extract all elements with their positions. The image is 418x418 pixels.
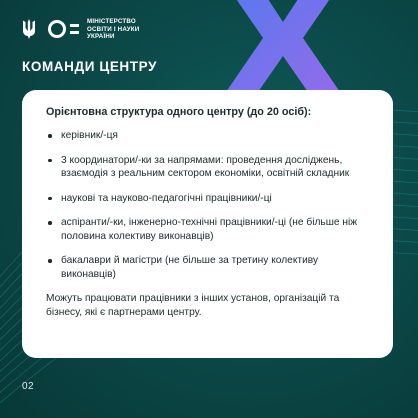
ministry-name: МІНІСТЕРСТВО ОСВІТИ І НАУКИ УКРАЇНИ <box>87 18 140 40</box>
page-title: КОМАНДИ ЦЕНТРУ <box>22 59 158 74</box>
structure-list <box>46 129 375 281</box>
list-item: 3 координатори/-ки за напрямами: проведення досліджень, взаємодія з реальним сектором економіки, освітній складник <box>46 154 375 181</box>
info-card <box>22 90 393 358</box>
partners-note: Можуть працювати працівники з інших установ, організацій та бізнесу, які є партнерами центру. <box>46 293 340 318</box>
logo-bars-mark <box>70 24 79 34</box>
decorative-star-shape <box>226 0 340 92</box>
page-number: 02 <box>22 381 35 392</box>
list-item: наукові та науково-педагогічні працівники/-ці <box>46 192 375 206</box>
list-item: бакалаври й магістри (не більше за третину колективу виконавців) <box>46 254 375 281</box>
trident-icon <box>22 19 36 39</box>
logo-circle-mark <box>48 20 66 38</box>
ministry-logo <box>48 18 139 41</box>
header <box>22 18 139 41</box>
card-heading: Орієнтовна структура одного центру (до 20 осіб): <box>46 106 312 118</box>
list-item: керівник/-ця <box>46 129 375 143</box>
list-item: аспіранти/-ки, інженерно-технічні працівники/-ці (не більше ніж половина колективу виконавців) <box>46 216 375 243</box>
